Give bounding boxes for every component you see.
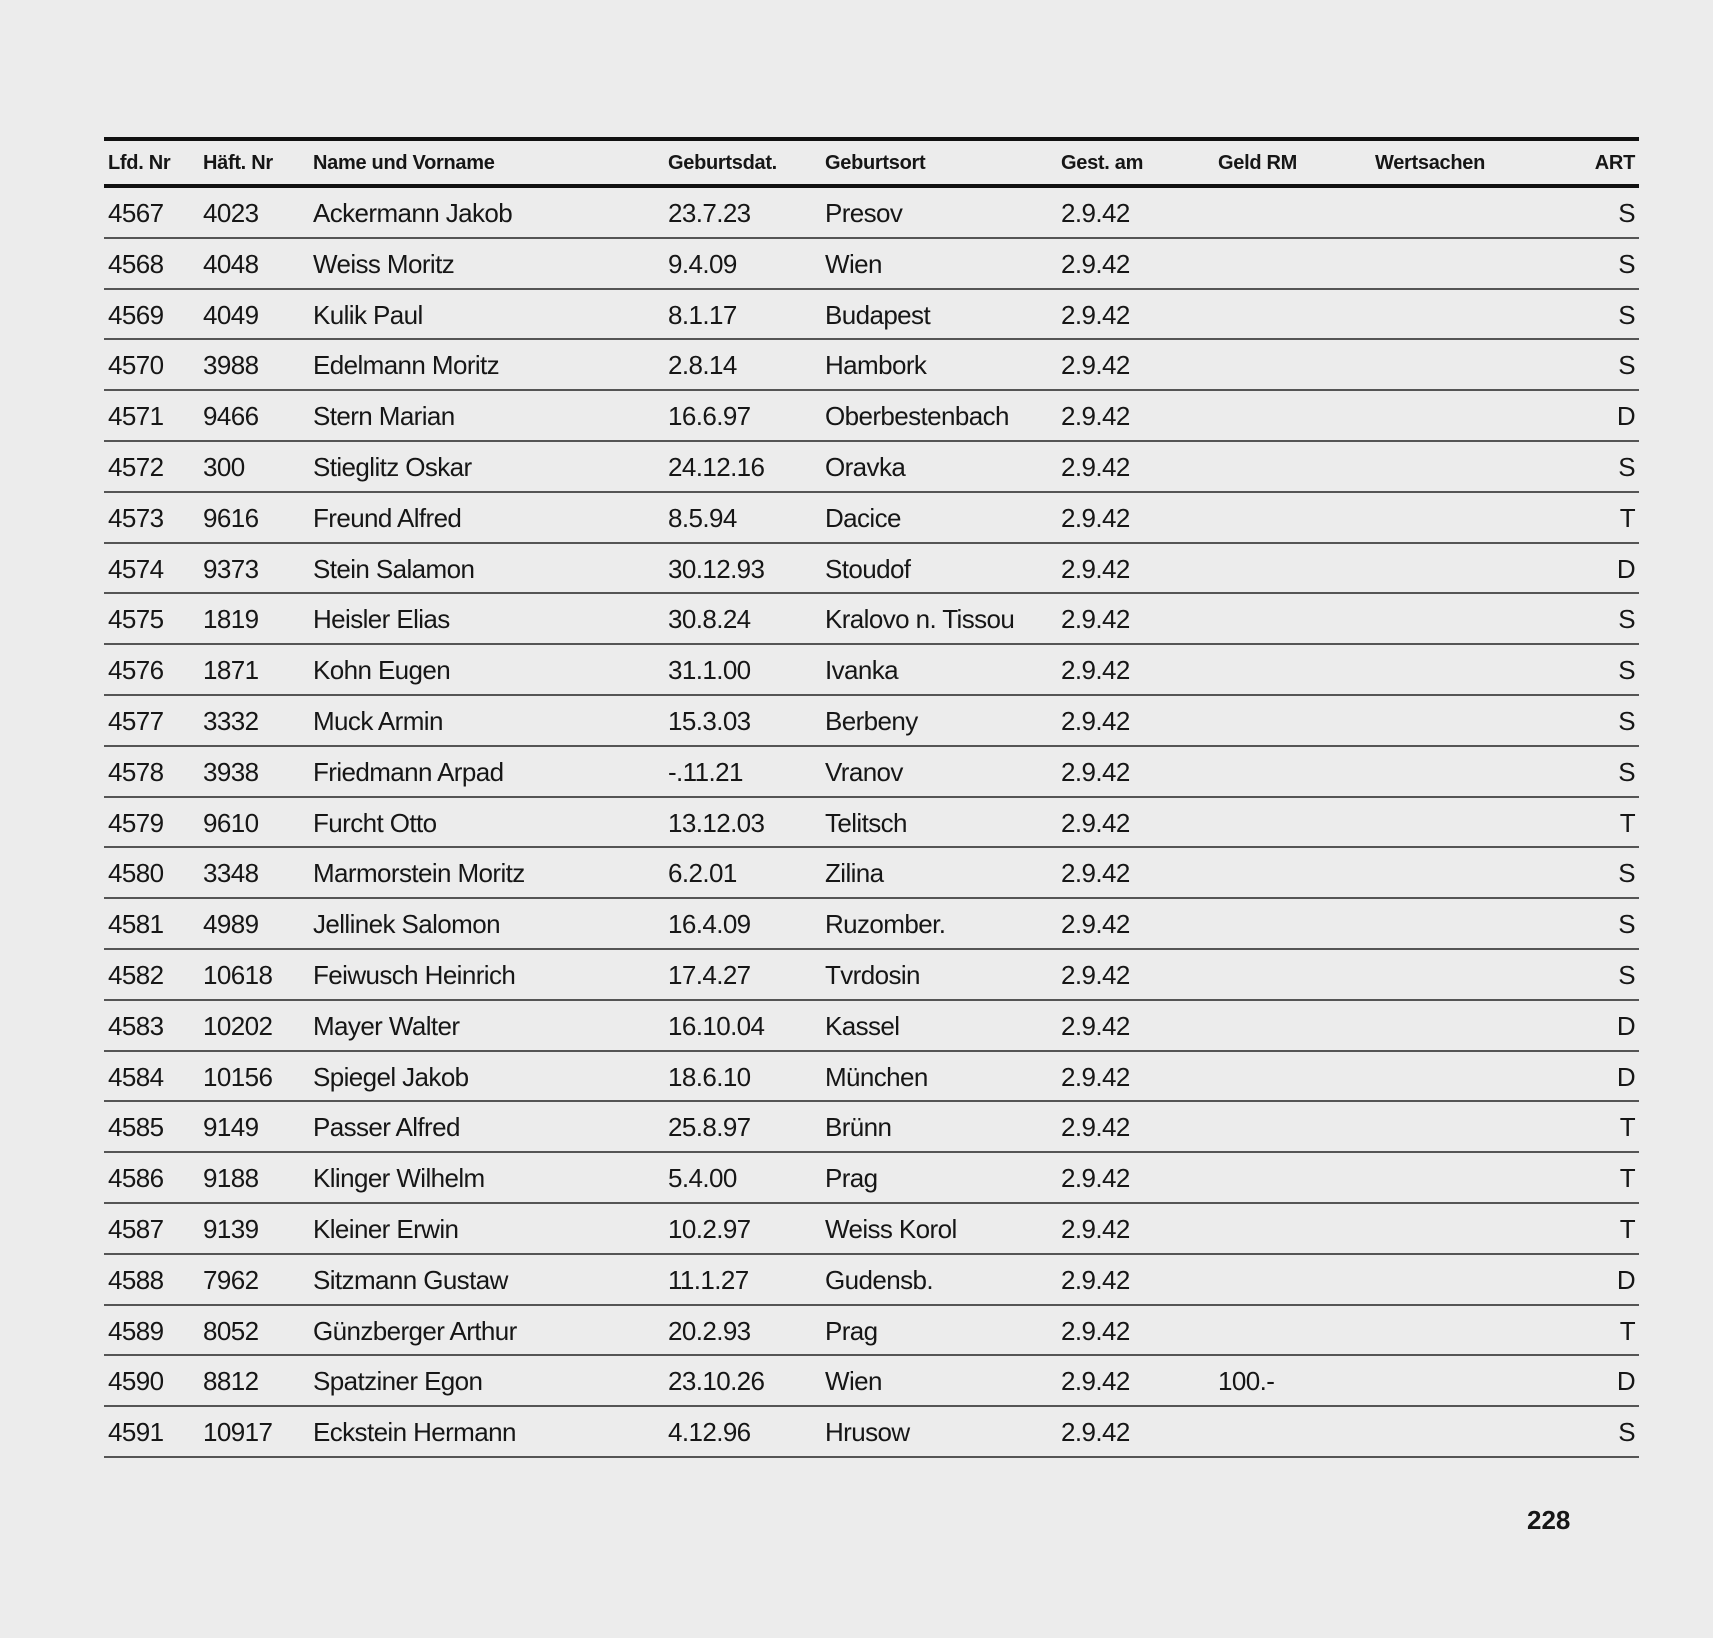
cell-name: Feiwusch Heinrich [313, 959, 516, 990]
cell-geburtsort: Hrusow [825, 1417, 910, 1448]
cell-art: D [1616, 1010, 1635, 1041]
cell-art: S [1618, 959, 1635, 990]
cell-lfd-nr: 4587 [108, 1213, 164, 1244]
cell-gest-am: 2.9.42 [1061, 959, 1130, 990]
table-row [104, 1153, 1639, 1204]
header-geld-rm: Geld RM [1218, 152, 1298, 174]
cell-lfd-nr: 4581 [108, 909, 164, 940]
cell-geburtsort: Tvrdosin [825, 959, 920, 990]
cell-name: Ackermann Jakob [313, 198, 513, 228]
cell-haeft-nr: 8052 [203, 1315, 259, 1346]
cell-gest-am: 2.9.42 [1061, 604, 1130, 635]
cell-name: Kleiner Erwin [313, 1213, 459, 1244]
cell-lfd-nr: 4590 [108, 1366, 164, 1397]
table-row [104, 1204, 1639, 1255]
cell-haeft-nr: 1871 [203, 655, 259, 686]
cell-art: S [1618, 756, 1635, 787]
cell-lfd-nr: 4585 [108, 1112, 164, 1143]
cell-gest-am: 2.9.42 [1061, 756, 1130, 787]
cell-name: Sitzmann Gustaw [313, 1264, 508, 1295]
table-row [104, 1052, 1639, 1103]
cell-geburtsort: Weiss Korol [825, 1213, 957, 1244]
cell-name: Stern Marian [313, 401, 455, 432]
cell-lfd-nr: 4580 [108, 858, 164, 889]
cell-gest-am: 2.9.42 [1061, 1061, 1130, 1092]
cell-geburtsort: Zilina [825, 858, 884, 889]
cell-geburtsdat: 30.8.24 [668, 604, 751, 635]
cell-gest-am: 2.9.42 [1061, 655, 1130, 686]
table-row [104, 544, 1639, 595]
cell-name: Kulik Paul [313, 299, 423, 330]
cell-gest-am: 2.9.42 [1061, 1213, 1130, 1244]
cell-art: T [1619, 502, 1635, 533]
table-row [104, 594, 1639, 645]
cell-name: Kohn Eugen [313, 655, 451, 686]
table-body [104, 188, 1639, 1458]
cell-lfd-nr: 4586 [108, 1163, 164, 1194]
cell-geburtsort: Budapest [825, 299, 931, 330]
cell-lfd-nr: 4582 [108, 959, 164, 990]
cell-geburtsort: Berbeny [825, 705, 918, 736]
cell-geburtsdat: 10.2.97 [668, 1213, 751, 1244]
cell-geburtsdat: 9.4.09 [668, 248, 737, 279]
table-row [104, 848, 1639, 899]
cell-art: S [1618, 350, 1635, 381]
cell-gest-am: 2.9.42 [1061, 858, 1130, 889]
table-row [104, 1102, 1639, 1153]
cell-name: Freund Alfred [313, 502, 462, 533]
cell-geburtsdat: 30.12.93 [668, 553, 765, 584]
table-row [104, 1407, 1639, 1458]
cell-name: Passer Alfred [313, 1112, 460, 1143]
cell-geld-rm: 100.- [1218, 1366, 1275, 1397]
cell-name: Klinger Wilhelm [313, 1163, 485, 1194]
table-row [104, 1306, 1639, 1357]
cell-art: S [1618, 1417, 1635, 1448]
cell-geburtsdat: 13.12.03 [668, 807, 765, 838]
cell-gest-am: 2.9.42 [1061, 553, 1130, 584]
cell-geburtsdat: 20.2.93 [668, 1315, 751, 1346]
cell-geburtsdat: 25.8.97 [668, 1112, 751, 1143]
cell-geburtsort: Kassel [825, 1010, 900, 1041]
table-row [104, 391, 1639, 442]
cell-art: S [1618, 705, 1635, 736]
cell-art: S [1618, 604, 1635, 635]
cell-gest-am: 2.9.42 [1061, 451, 1130, 482]
cell-art: D [1616, 401, 1635, 432]
cell-lfd-nr: 4574 [108, 553, 164, 584]
cell-lfd-nr: 4575 [108, 604, 164, 635]
cell-art: D [1616, 553, 1635, 584]
cell-geburtsort: Wien [825, 248, 882, 279]
cell-geburtsort: Wien [825, 1366, 882, 1397]
cell-haeft-nr: 10618 [203, 959, 273, 990]
cell-geburtsort: Kralovo n. Tissou [825, 604, 1015, 635]
cell-art: T [1619, 1213, 1635, 1244]
cell-haeft-nr: 4049 [203, 299, 259, 330]
cell-lfd-nr: 4589 [108, 1315, 164, 1346]
table-row [104, 442, 1639, 493]
cell-art: S [1618, 248, 1635, 279]
cell-geburtsdat: 16.6.97 [668, 401, 751, 432]
header-geburtsdat: Geburtsdat. [668, 152, 777, 174]
cell-gest-am: 2.9.42 [1061, 1112, 1130, 1143]
cell-lfd-nr: 4583 [108, 1010, 164, 1041]
cell-gest-am: 2.9.42 [1061, 705, 1130, 736]
table-row [104, 290, 1639, 341]
cell-name: Muck Armin [313, 705, 443, 736]
cell-lfd-nr: 4579 [108, 807, 164, 838]
cell-name: Eckstein Hermann [313, 1417, 516, 1448]
header-geburtsort: Geburtsort [825, 152, 926, 174]
cell-haeft-nr: 9466 [203, 401, 259, 432]
cell-geburtsort: Prag [825, 1163, 878, 1194]
cell-haeft-nr: 9616 [203, 502, 259, 533]
header-lfd-nr: Lfd. Nr [108, 152, 171, 174]
cell-art: S [1618, 299, 1635, 330]
cell-geburtsdat: 4.12.96 [668, 1417, 751, 1448]
cell-haeft-nr: 3938 [203, 756, 259, 787]
cell-lfd-nr: 4570 [108, 350, 164, 381]
cell-geburtsort: Prag [825, 1315, 878, 1346]
cell-name: Friedmann Arpad [313, 756, 504, 787]
cell-art: S [1618, 198, 1635, 228]
table-row [104, 1001, 1639, 1052]
page-number: 228 [1527, 1505, 1571, 1535]
cell-name: Marmorstein Moritz [313, 858, 525, 889]
cell-geburtsdat: 23.10.26 [668, 1366, 765, 1397]
cell-lfd-nr: 4573 [108, 502, 164, 533]
table-row [104, 340, 1639, 391]
cell-geburtsort: Oravka [825, 451, 906, 482]
cell-haeft-nr: 4048 [203, 248, 259, 279]
cell-art: T [1619, 1315, 1635, 1346]
cell-art: T [1619, 1112, 1635, 1143]
cell-name: Günzberger Arthur [313, 1315, 517, 1346]
cell-art: S [1618, 858, 1635, 889]
cell-geburtsdat: 15.3.03 [668, 705, 751, 736]
cell-gest-am: 2.9.42 [1061, 299, 1130, 330]
table-row [104, 1356, 1639, 1407]
cell-gest-am: 2.9.42 [1061, 1163, 1130, 1194]
cell-gest-am: 2.9.42 [1061, 1010, 1130, 1041]
table-row [104, 188, 1639, 239]
header-name: Name und Vorname [313, 152, 495, 174]
cell-haeft-nr: 10202 [203, 1010, 273, 1041]
cell-gest-am: 2.9.42 [1061, 1264, 1130, 1295]
cell-haeft-nr: 10156 [203, 1061, 273, 1092]
table-row [104, 645, 1639, 696]
cell-haeft-nr: 3332 [203, 705, 259, 736]
cell-lfd-nr: 4567 [108, 198, 164, 228]
cell-geburtsort: Presov [825, 198, 903, 228]
cell-geburtsdat: 8.5.94 [668, 502, 737, 533]
cell-geburtsort: Hambork [825, 350, 927, 381]
cell-geburtsort: Telitsch [825, 807, 907, 838]
cell-geburtsdat: 6.2.01 [668, 858, 737, 889]
cell-haeft-nr: 4023 [203, 198, 259, 228]
cell-geburtsort: Dacice [825, 502, 901, 533]
cell-gest-am: 2.9.42 [1061, 350, 1130, 381]
cell-art: S [1618, 451, 1635, 482]
cell-haeft-nr: 3988 [203, 350, 259, 381]
cell-lfd-nr: 4578 [108, 756, 164, 787]
cell-gest-am: 2.9.42 [1061, 401, 1130, 432]
cell-haeft-nr: 9139 [203, 1213, 259, 1244]
cell-name: Spiegel Jakob [313, 1061, 469, 1092]
cell-art: T [1619, 807, 1635, 838]
table-row [104, 493, 1639, 544]
header-art: ART [1594, 152, 1635, 174]
cell-geburtsdat: 17.4.27 [668, 959, 751, 990]
header-gest-am: Gest. am [1061, 152, 1144, 174]
cell-art: D [1616, 1061, 1635, 1092]
table-row [104, 899, 1639, 950]
cell-gest-am: 2.9.42 [1061, 198, 1130, 228]
cell-name: Stieglitz Oskar [313, 451, 472, 482]
table-row [104, 1255, 1639, 1306]
table-row [104, 747, 1639, 798]
cell-geburtsdat: 23.7.23 [668, 198, 751, 228]
table-header [104, 141, 1639, 184]
cell-haeft-nr: 7962 [203, 1264, 259, 1295]
cell-geburtsdat: 24.12.16 [668, 451, 765, 482]
cell-geburtsdat: 18.6.10 [668, 1061, 751, 1092]
register-table [104, 137, 1639, 1458]
cell-haeft-nr: 1819 [203, 604, 259, 635]
cell-geburtsdat: 11.1.27 [668, 1264, 749, 1295]
cell-haeft-nr: 9373 [203, 553, 259, 584]
cell-haeft-nr: 3348 [203, 858, 259, 889]
cell-geburtsdat: -.11.21 [668, 756, 743, 787]
cell-name: Furcht Otto [313, 807, 437, 838]
cell-lfd-nr: 4576 [108, 655, 164, 686]
cell-name: Jellinek Salomon [313, 909, 500, 940]
cell-geburtsdat: 8.1.17 [668, 299, 737, 330]
cell-lfd-nr: 4571 [108, 401, 164, 432]
cell-art: S [1618, 655, 1635, 686]
cell-name: Heisler Elias [313, 604, 450, 635]
cell-haeft-nr: 9188 [203, 1163, 259, 1194]
cell-art: S [1618, 909, 1635, 940]
cell-lfd-nr: 4568 [108, 248, 164, 279]
cell-geburtsdat: 16.10.04 [668, 1010, 765, 1041]
cell-geburtsort: Oberbestenbach [825, 401, 1009, 432]
cell-name: Edelmann Moritz [313, 350, 500, 381]
cell-art: T [1619, 1163, 1635, 1194]
cell-name: Mayer Walter [313, 1010, 460, 1041]
table-row [104, 239, 1639, 290]
cell-geburtsdat: 16.4.09 [668, 909, 751, 940]
cell-lfd-nr: 4591 [108, 1417, 164, 1448]
cell-gest-am: 2.9.42 [1061, 1417, 1130, 1448]
cell-haeft-nr: 4989 [203, 909, 259, 940]
cell-geburtsort: Gudensb. [825, 1264, 933, 1295]
cell-geburtsort: Stoudof [825, 553, 911, 584]
cell-haeft-nr: 10917 [203, 1417, 273, 1448]
cell-geburtsort: Ruzomber. [825, 909, 946, 940]
cell-lfd-nr: 4584 [108, 1061, 164, 1092]
cell-gest-am: 2.9.42 [1061, 248, 1130, 279]
cell-lfd-nr: 4569 [108, 299, 164, 330]
cell-gest-am: 2.9.42 [1061, 502, 1130, 533]
cell-geburtsort: Brünn [825, 1112, 892, 1143]
cell-art: D [1616, 1264, 1635, 1295]
cell-gest-am: 2.9.42 [1061, 909, 1130, 940]
cell-geburtsort: Vranov [825, 756, 903, 787]
cell-gest-am: 2.9.42 [1061, 1366, 1130, 1397]
cell-gest-am: 2.9.42 [1061, 807, 1130, 838]
header-haeft-nr: Häft. Nr [203, 152, 273, 174]
cell-name: Weiss Moritz [313, 248, 455, 279]
table-row [104, 798, 1639, 849]
header-wertsachen: Wertsachen [1375, 152, 1486, 174]
cell-name: Stein Salamon [313, 553, 475, 584]
cell-haeft-nr: 8812 [203, 1366, 259, 1397]
cell-geburtsort: München [825, 1061, 928, 1092]
cell-art: D [1616, 1366, 1635, 1397]
cell-name: Spatziner Egon [313, 1366, 483, 1397]
cell-lfd-nr: 4588 [108, 1264, 164, 1295]
cell-lfd-nr: 4572 [108, 451, 164, 482]
cell-lfd-nr: 4577 [108, 705, 164, 736]
cell-haeft-nr: 9149 [203, 1112, 259, 1143]
table-row [104, 696, 1639, 747]
cell-geburtsdat: 31.1.00 [668, 655, 751, 686]
cell-geburtsdat: 2.8.14 [668, 350, 737, 381]
cell-haeft-nr: 300 [203, 451, 245, 482]
table-row [104, 950, 1639, 1001]
cell-geburtsort: Ivanka [825, 655, 899, 686]
cell-geburtsdat: 5.4.00 [668, 1163, 737, 1194]
cell-gest-am: 2.9.42 [1061, 1315, 1130, 1346]
cell-haeft-nr: 9610 [203, 807, 259, 838]
